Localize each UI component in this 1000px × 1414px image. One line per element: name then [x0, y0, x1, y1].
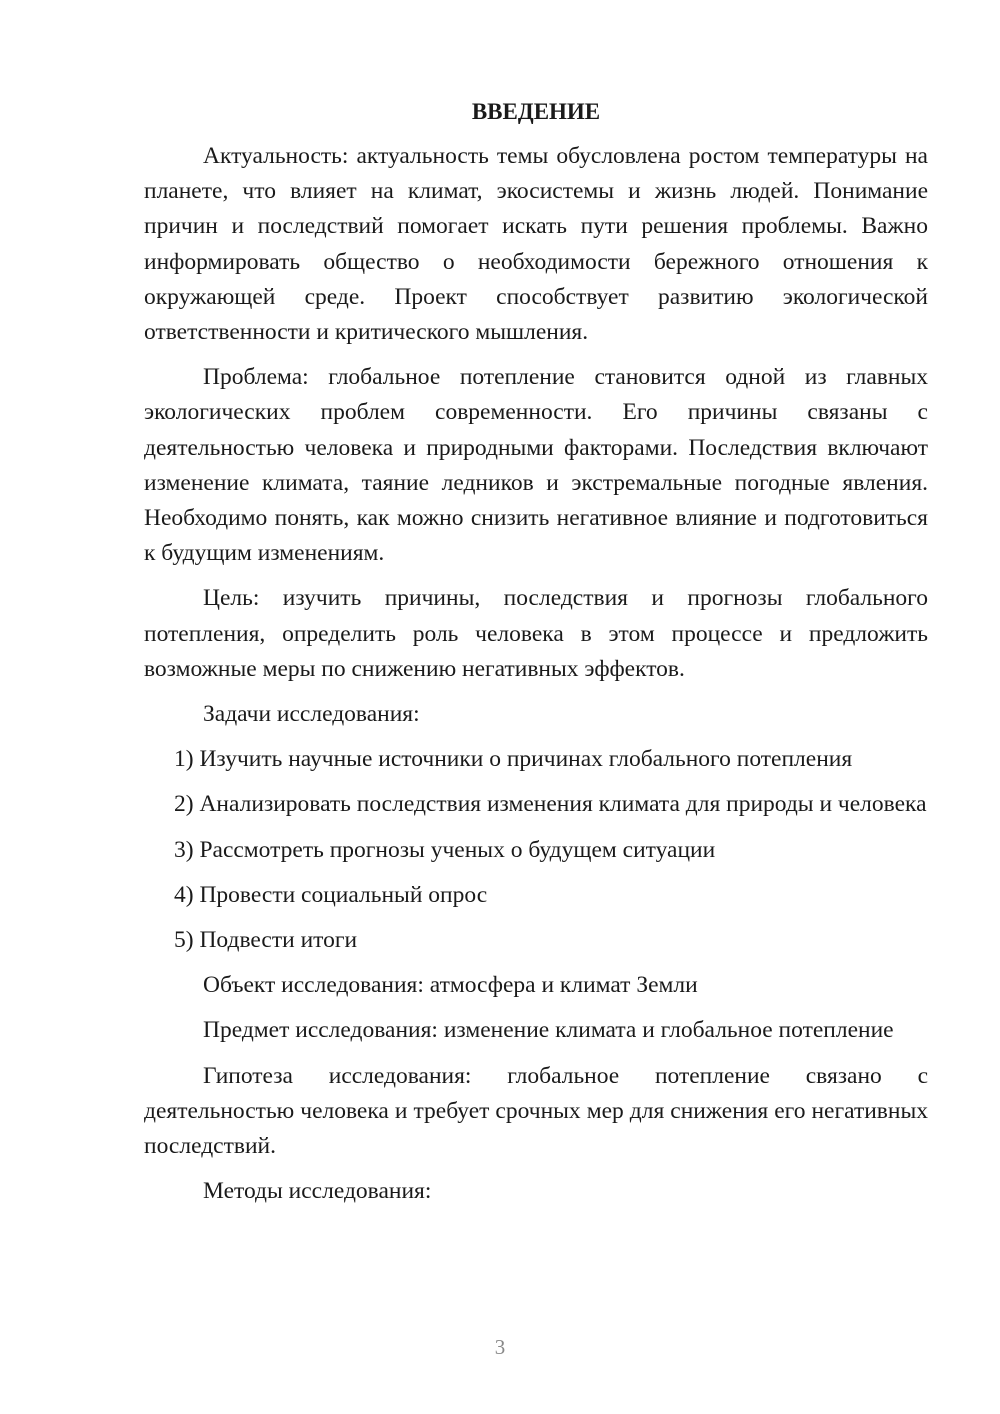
- section-title: ВВЕДЕНИЕ: [471, 99, 601, 124]
- task-item-3: 3) Рассмотреть прогнозы ученых о будущем ситуации: [174, 836, 716, 863]
- hypothesis-paragraph: Гипотеза исследования: глобальное потепление связано с деятельностью человека и требует срочных мер для снижения его негативных последствий.: [144, 1062, 928, 1160]
- subject-paragraph: Предмет исследования: изменение климата и глобальное потепление: [203, 1017, 894, 1044]
- task-item-5: 5) Подвести итоги: [174, 927, 358, 954]
- object-paragraph: Объект исследования: атмосфера и климат Земли: [203, 972, 698, 999]
- page-number: 3: [494, 1335, 506, 1359]
- methods-heading: Методы исследования:: [203, 1178, 432, 1205]
- task-item-1: 1) Изучить научные источники о причинах глобального потепления: [174, 746, 853, 773]
- relevance-paragraph: Актуальность: актуальность темы обусловлена ростом температуры на планете, что влияет на климат, экосистемы и жизнь людей. Понимание причин и последствий помогает искать пути решения проблемы. Важно информировать общество о необходимости бережного отношения к окружающей среде. Проект способствует развитию экологической ответственности и критического мышления.: [144, 143, 928, 346]
- problem-paragraph: Проблема: глобальное потепление становится одной из главных экологических проблем современности. Его причины связаны с деятельностью человека и природными факторами. Последствия включают изменение климата, таяние ледников и экстремальные погодные явления. Необходимо понять, как можно снизить негативное влияние и подготовиться к будущим изменениям.: [144, 364, 928, 567]
- page-content: [144, 96, 928, 1219]
- task-item-2: 2) Анализировать последствия изменения климата для природы и человека: [174, 791, 927, 818]
- task-item-4: 4) Провести социальный опрос: [174, 881, 488, 908]
- tasks-heading: Задачи исследования:: [203, 701, 420, 728]
- goal-paragraph: Цель: изучить причины, последствия и прогнозы глобального потепления, определить роль человека в этом процессе и предложить возможные меры по снижению негативных эффектов.: [144, 585, 928, 682]
